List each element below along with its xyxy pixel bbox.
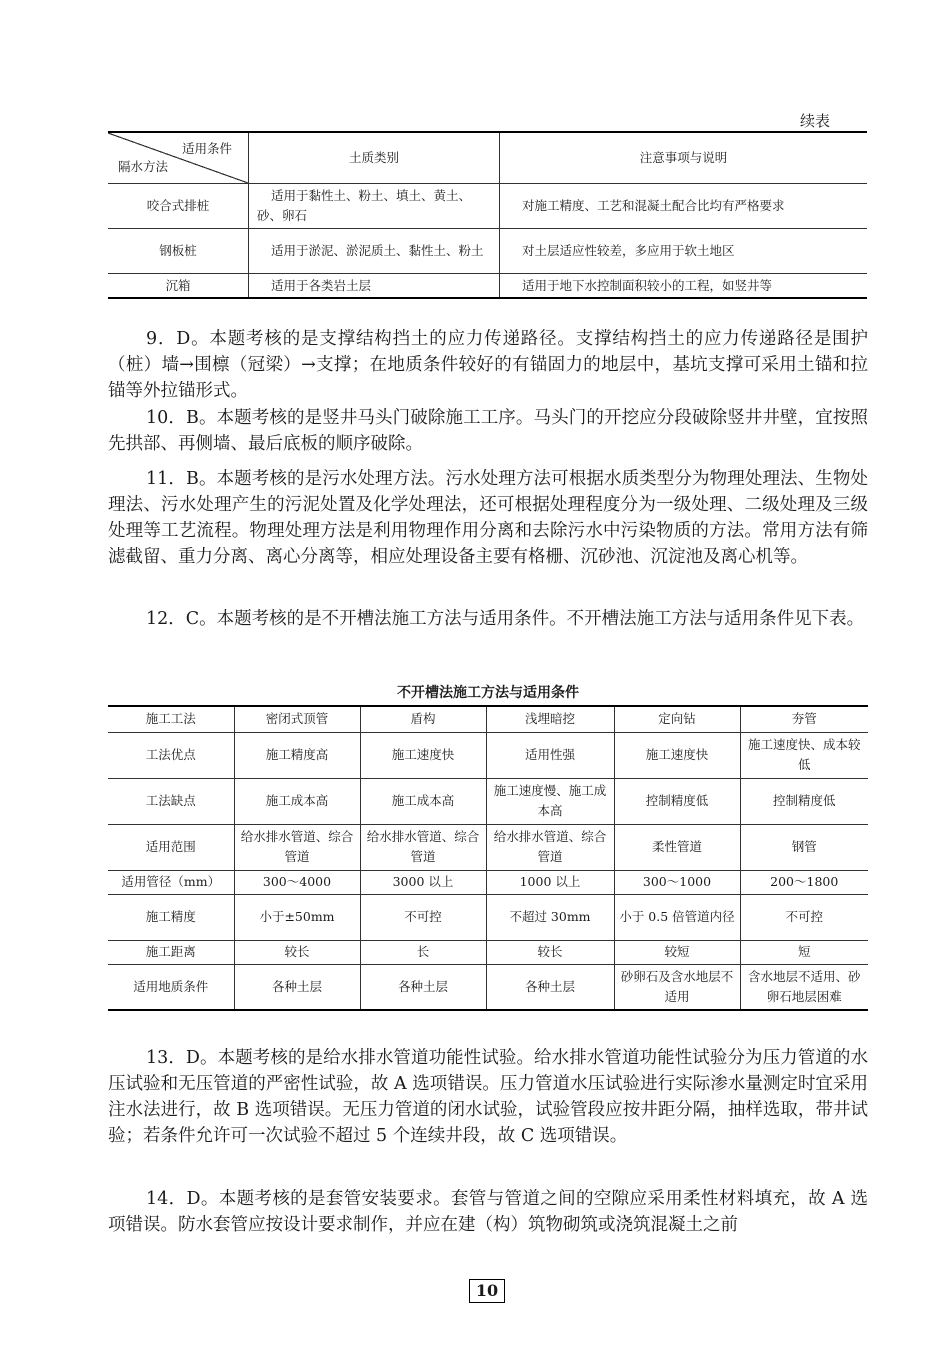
table-cell: 3000 以上: [360, 870, 486, 894]
diagonal-header-cell: [108, 132, 249, 184]
table-header-row: [108, 706, 868, 732]
table-cell: 控制精度低: [740, 778, 868, 824]
note: 对土层适应性较差，多应用于软土地区: [500, 229, 868, 274]
table-cell: 各种土层: [360, 964, 486, 1010]
table-cell: 含水地层不适用、砂卵石地层困难: [740, 964, 868, 1010]
table-cell: 施工速度快: [360, 732, 486, 778]
table-row: [108, 894, 868, 940]
table-cell: 短: [740, 940, 868, 964]
header-note: 注意事项与说明: [500, 132, 868, 184]
table-row: [108, 964, 868, 1010]
row-label: 工法优点: [108, 732, 234, 778]
table-cell: 1000 以上: [486, 870, 614, 894]
header-cell: 密闭式顶管: [234, 706, 360, 732]
table-cell: 较长: [486, 940, 614, 964]
table-cell: 不超过 30mm: [486, 894, 614, 940]
table-row: [108, 274, 867, 299]
header-cell: 盾构: [360, 706, 486, 732]
table-cell: 钢管: [740, 824, 868, 870]
table-cell: 控制精度低: [614, 778, 740, 824]
table-row: [108, 940, 868, 964]
table-cell: 小于 0.5 倍管道内径: [614, 894, 740, 940]
soil-type: 适用于淤泥、淤泥质土、黏性土、粉土: [249, 229, 500, 274]
note: 对施工精度、工艺和混凝土配合比均有严格要求: [500, 184, 868, 229]
table-row: [108, 229, 867, 274]
table-title: 不开槽法施工方法与适用条件: [397, 685, 579, 701]
table-row: [108, 732, 868, 778]
table-cell: 不可控: [360, 894, 486, 940]
method-name: 咬合式排桩: [108, 184, 249, 229]
row-label: 工法缺点: [108, 778, 234, 824]
table-row: [108, 778, 868, 824]
answer-10-paragraph: 10．B。本题考核的是竖井马头门破除施工工序。马头门的开挖应分段破除竖井井壁，宜按照先拱部、再侧墙、最后底板的顺序破除。: [108, 408, 868, 454]
diag-header-top: 适用条件: [181, 141, 232, 156]
table-cell: 300～1000: [614, 870, 740, 894]
soil-type: 适用于各类岩土层: [249, 274, 500, 299]
page-number: 10: [469, 1279, 505, 1303]
header-cell: 定向钻: [614, 706, 740, 732]
note: 适用于地下水控制面积较小的工程，如竖井等: [500, 274, 868, 299]
table-cell: 给水排水管道、综合管道: [360, 824, 486, 870]
table-cell: 适用性强: [486, 732, 614, 778]
answer-12-paragraph: 12．C。本题考核的是不开槽法施工方法与适用条件。不开槽法施工方法与适用条件见下表。: [146, 609, 865, 629]
table-cell: 施工速度快、成本较低: [740, 732, 868, 778]
table-cell: 200～1800: [740, 870, 868, 894]
diag-header-bottom: 隔水方法: [118, 159, 169, 174]
table-cell: 较长: [234, 940, 360, 964]
table-cell: 小于±50mm: [234, 894, 360, 940]
header-cell: 夯管: [740, 706, 868, 732]
row-label: 适用地质条件: [108, 964, 234, 1010]
answer-11-paragraph: 11．B。本题考核的是污水处理方法。污水处理方法可根据水质类型分为物理处理法、生物处理法、污水处理产生的污泥处置及化学处理法，还可根据处理程度分为一级处理、二级处理及三级处理等工艺流程。物理处理方法是利用物理作用分离和去除污水中污染物质的方法。常用方法有筛滤截留、重力分离、离心分离等，相应处理设备主要有格栅、沉砂池、沉淀池及离心机等。: [108, 469, 868, 567]
table-cell: 柔性管道: [614, 824, 740, 870]
table-cell: 300～4000: [234, 870, 360, 894]
row-label: 施工精度: [108, 894, 234, 940]
table-row: [108, 870, 868, 894]
soil-type: 适用于黏性土、粉土、填土、黄土、砂、卵石: [249, 184, 500, 229]
answer-14-paragraph: 14．D。本题考核的是套管安装要求。套管与管道之间的空隙应采用柔性材料填充，故 A 选项错误。防水套管应按设计要求制作，并应在建（构）筑物砌筑或浇筑混凝土之前: [108, 1189, 868, 1235]
method-name: 沉箱: [108, 274, 249, 299]
table-cell: 不可控: [740, 894, 868, 940]
table-cell: 给水排水管道、综合管道: [486, 824, 614, 870]
table-cell: 施工速度快: [614, 732, 740, 778]
answer-13-paragraph: 13．D。本题考核的是给水排水管道功能性试验。给水排水管道功能性试验分为压力管道的水压试验和无压管道的严密性试验，故 A 选项错误。压力管道水压试验进行实际渗水量测定时宜采用注水法进行，故 B 选项错误。无压力管道的闭水试验，试验管段应按井距分隔，抽样选取，带井试验；若条件允许可一次试验不超过 5 个连续井段，故 C 选项错误。: [108, 1048, 868, 1146]
header-cell: 施工工法: [108, 706, 234, 732]
table-header-row: [108, 132, 867, 184]
continued-label: 续表: [799, 112, 830, 130]
table-cell: 长: [360, 940, 486, 964]
isolation-method-table: [108, 131, 867, 299]
header-cell: 浅埋暗挖: [486, 706, 614, 732]
table-cell: 施工成本高: [234, 778, 360, 824]
table-cell: 各种土层: [486, 964, 614, 1010]
row-label: 施工距离: [108, 940, 234, 964]
table-cell: 给水排水管道、综合管道: [234, 824, 360, 870]
trenchless-methods-table: [108, 705, 868, 1011]
header-soil: 土质类别: [249, 132, 500, 184]
method-name: 钢板桩: [108, 229, 249, 274]
table-cell: 各种土层: [234, 964, 360, 1010]
table-cell: 施工成本高: [360, 778, 486, 824]
row-label: 适用范围: [108, 824, 234, 870]
table-cell: 施工精度高: [234, 732, 360, 778]
table-row: [108, 184, 867, 229]
row-label: 适用管径（mm）: [108, 870, 234, 894]
table-cell: 较短: [614, 940, 740, 964]
table-row: [108, 824, 868, 870]
table-cell: 施工速度慢、施工成本高: [486, 778, 614, 824]
answer-9-paragraph: 9．D。本题考核的是支撑结构挡土的应力传递路径。支撑结构挡土的应力传递路径是围护（桩）墙→围檩（冠梁）→支撑；在地质条件较好的有锚固力的地层中，基坑支撑可采用土锚和拉锚等外拉锚形式。: [108, 329, 868, 401]
table-cell: 砂卵石及含水地层不适用: [614, 964, 740, 1010]
